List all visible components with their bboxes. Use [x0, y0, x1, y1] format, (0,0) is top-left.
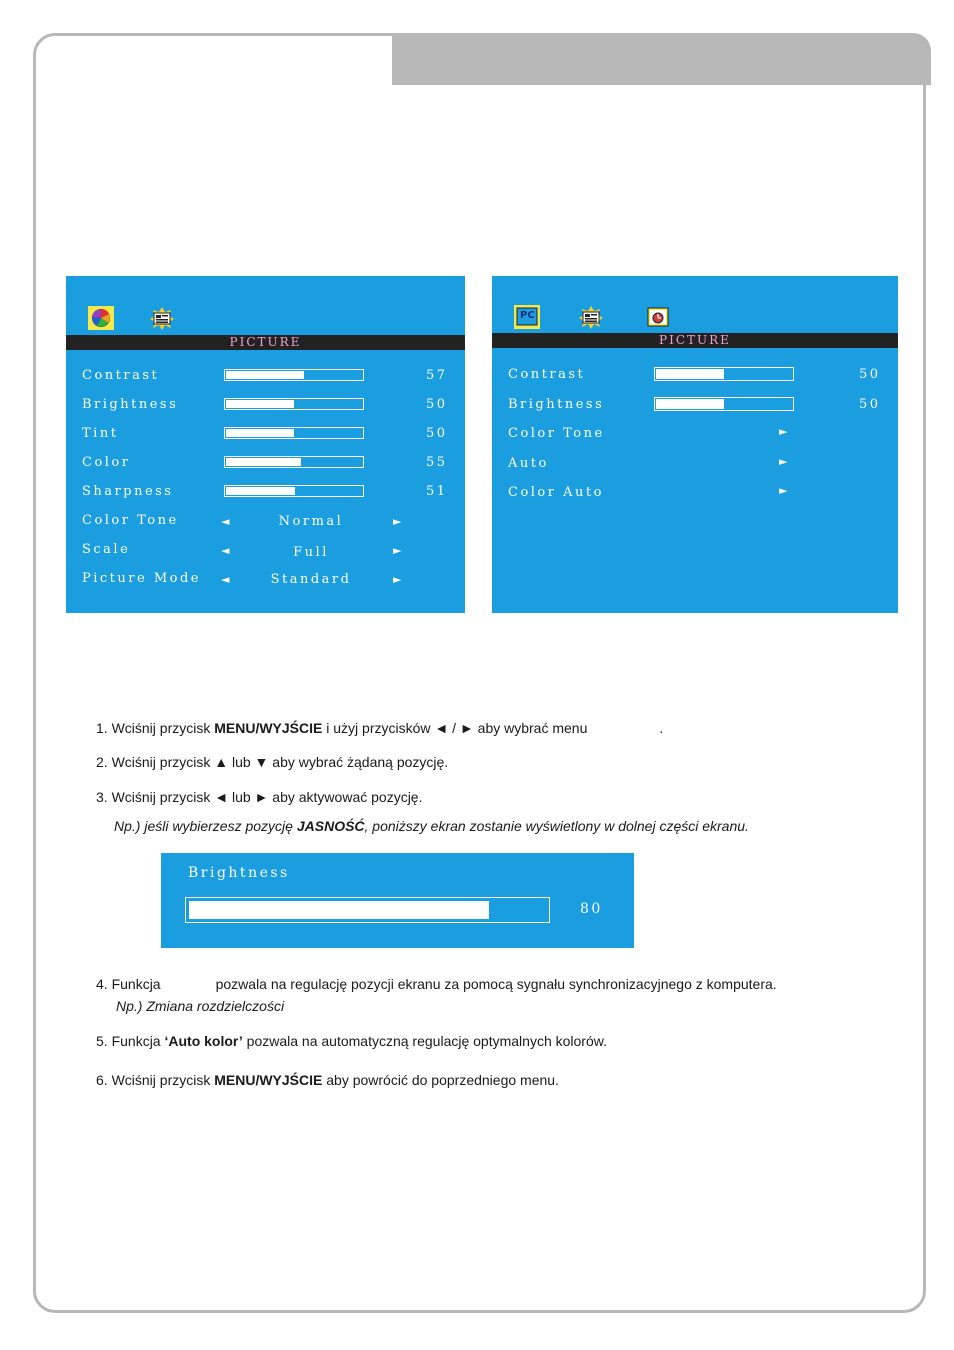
- menu-item-value: 50: [426, 426, 448, 441]
- menu-item-label: Brightness: [508, 397, 605, 412]
- slider-fill: [656, 399, 724, 409]
- menu-item-slider[interactable]: [224, 398, 364, 410]
- brightness-popup: [161, 853, 634, 948]
- left-arrow-icon[interactable]: ◄: [221, 573, 230, 586]
- right-arrow-icon[interactable]: ►: [393, 544, 402, 557]
- submenu-item-label[interactable]: Color Auto: [508, 485, 604, 500]
- step-5: 5. Funkcja ‘Auto kolor’ pozwala na automatyczną regulację optymalnych kolorów.: [96, 1033, 607, 1049]
- brightness-popup-label: Brightness: [188, 865, 290, 881]
- menu-item-value: 50: [859, 397, 881, 412]
- menu-item-label: Contrast: [82, 368, 160, 383]
- step-2: 2. Wciśnij przycisk ▲ lub ▼ aby wybrać żądaną pozycję.: [96, 754, 449, 770]
- menu-item-label: Tint: [82, 426, 119, 441]
- slider-fill: [656, 369, 724, 379]
- brightness-popup-fill: [189, 901, 489, 919]
- osd-picture-menu-pc: [492, 276, 898, 613]
- menu-item-option-value: Standard: [270, 572, 352, 587]
- setup-icon[interactable]: [578, 305, 604, 329]
- brightness-popup-slider[interactable]: [185, 897, 550, 923]
- slider-fill: [226, 371, 304, 379]
- step-4: 4. Funkcja pozwala na regulację pozycji ekranu za pomocą sygnału synchronizacyjnego z komputera.: [96, 976, 777, 992]
- slider-fill: [226, 429, 294, 437]
- menu-item-slider[interactable]: [654, 367, 794, 381]
- left-arrow-icon[interactable]: ◄: [221, 515, 230, 528]
- menu-item-value: 57: [426, 368, 448, 383]
- step-6: 6. Wciśnij przycisk MENU/WYJŚCIE aby powrócić do poprzedniego menu.: [96, 1072, 559, 1088]
- osd-picture-menu-av: [66, 276, 465, 613]
- menu-item-option-value: Full: [293, 545, 329, 560]
- header-band: [392, 33, 931, 85]
- right-arrow-icon[interactable]: ►: [779, 484, 788, 497]
- section-title-bar: PICTURE: [66, 335, 465, 350]
- menu-item-slider[interactable]: [224, 427, 364, 439]
- menu-item-label: Brightness: [82, 397, 179, 412]
- timer-icon[interactable]: [645, 305, 671, 329]
- setup-icon[interactable]: [149, 306, 175, 330]
- menu-item-label: Sharpness: [82, 484, 174, 499]
- right-arrow-icon[interactable]: ►: [779, 425, 788, 438]
- step-4-note: Np.) Zmiana rozdzielczości: [116, 998, 285, 1014]
- menu-item-value: 50: [859, 367, 881, 382]
- menu-item-slider[interactable]: [224, 369, 364, 381]
- menu-item-label: Contrast: [508, 367, 586, 382]
- page-frame: [33, 33, 926, 1313]
- menu-item-label: Color: [82, 455, 131, 470]
- menu-item-option-value: Normal: [278, 514, 344, 529]
- menu-item-label: Picture Mode: [82, 571, 201, 586]
- right-arrow-icon[interactable]: ►: [779, 455, 788, 468]
- step-1: 1. Wciśnij przycisk MENU/WYJŚCIE i użyj przycisków ◄ / ► aby wybrać menu .: [96, 720, 664, 736]
- menu-item-label: Scale: [82, 542, 131, 557]
- step-3: 3. Wciśnij przycisk ◄ lub ► aby aktywować pozycję.: [96, 789, 423, 805]
- right-arrow-icon[interactable]: ►: [393, 515, 402, 528]
- submenu-item-label[interactable]: Auto: [508, 456, 549, 471]
- example-note: Np.) jeśli wybierzesz pozycję JASNOŚĆ, poniższy ekran zostanie wyświetlony w dolnej części ekranu.: [114, 818, 749, 834]
- slider-fill: [226, 458, 301, 466]
- menu-exit-key: MENU/WYJŚCIE: [214, 720, 323, 736]
- menu-item-value: 51: [426, 484, 448, 499]
- menu-item-label: Color Tone: [82, 513, 179, 528]
- right-arrow-icon[interactable]: ►: [393, 573, 402, 586]
- picture-color-icon[interactable]: [88, 306, 114, 330]
- slider-fill: [226, 400, 294, 408]
- section-title-bar: PICTURE: [492, 333, 898, 348]
- menu-item-value: 55: [426, 455, 448, 470]
- submenu-item-label[interactable]: Color Tone: [508, 426, 605, 441]
- menu-item-slider[interactable]: [654, 397, 794, 411]
- pc-icon[interactable]: [514, 305, 540, 329]
- slider-fill: [226, 487, 295, 495]
- menu-item-value: 50: [426, 397, 448, 412]
- left-arrow-icon[interactable]: ◄: [221, 544, 230, 557]
- brightness-popup-value: 80: [580, 901, 603, 917]
- menu-item-slider[interactable]: [224, 456, 364, 468]
- pc-icon-text: PC: [520, 310, 535, 321]
- menu-item-slider[interactable]: [224, 485, 364, 497]
